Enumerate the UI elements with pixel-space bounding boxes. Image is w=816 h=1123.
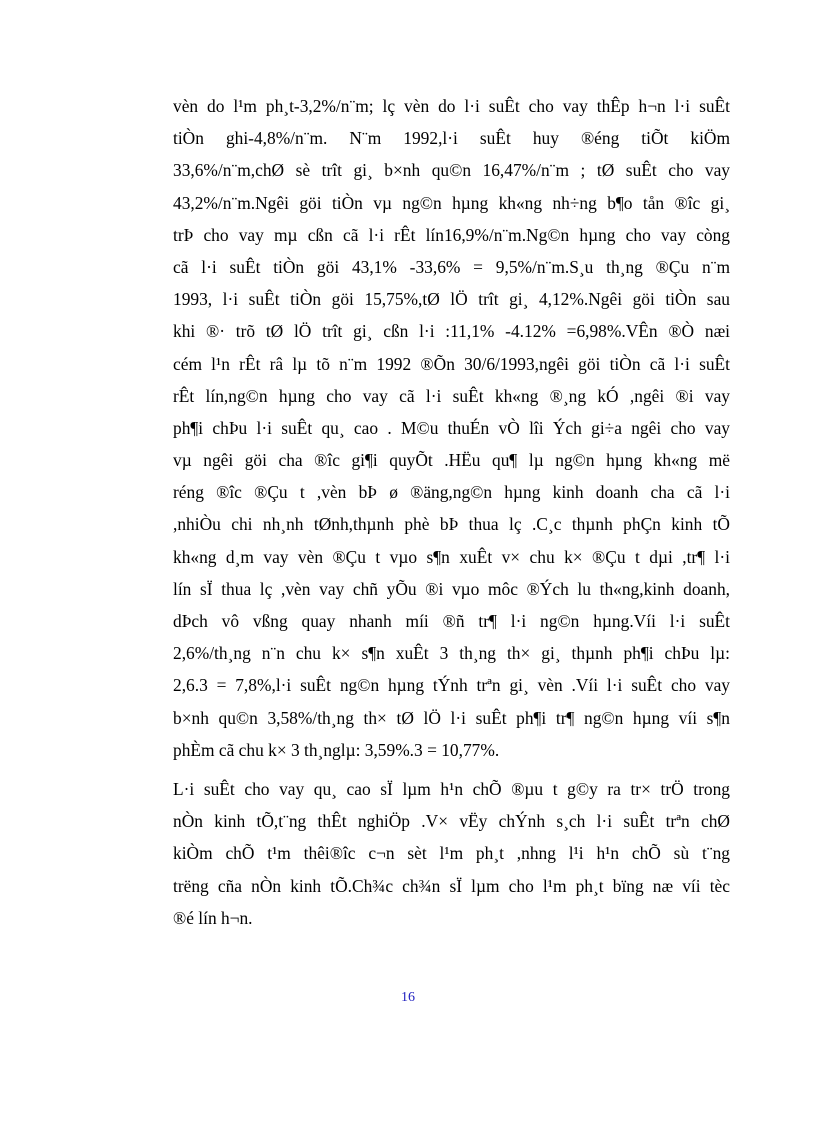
page-number: 16 bbox=[401, 990, 415, 1005]
text-line: 33,6%/n¨m,chØ sè trît gi¸ b×nh qu©n 16,47%/n¨m ; tØ suÊt cho vay bbox=[173, 160, 730, 181]
text-line: trÞ cho vay mµ cßn cã l·i rÊt lín16,9%/n¨m.Ng©n hµng cho vay còng bbox=[173, 224, 730, 245]
text-line: trëng cña nÒn kinh tÕ.Ch¾c ch¾n sÏ lµm cho l¹m ph¸t bïng næ víi tèc bbox=[173, 875, 730, 896]
text-line: L·i suÊt cho vay qu¸ cao sÏ lµm h¹n chÕ ®µu t g©y ra tr× trÖ trong bbox=[173, 779, 730, 799]
text-line: 2,6%/th¸ng n¨n chu k× s¶n xuÊt 3 th¸ng th× gi¸ thµnh ph¶i chÞu lµ: bbox=[173, 643, 730, 664]
text-line: cã l·i suÊt tiÒn göi 43,1% -33,6% = 9,5%/n¨m.S¸u th¸ng ®Çu n¨m bbox=[173, 256, 730, 277]
text-line: nÒn kinh tÕ,t¨ng thÊt nghiÖp .V× vËy chÝnh s¸ch l·i suÊt trªn chØ bbox=[173, 811, 730, 832]
text-line: réng ®îc ®Çu t ,vèn bÞ ø ®äng,ng©n hµng kinh doanh cha cã l·i bbox=[173, 482, 730, 503]
text-line: phÈm cã chu k× 3 th¸nglµ: 3,59%.3 = 10,77%. bbox=[173, 739, 500, 760]
text-line: 2,6.3 = 7,8%,l·i suÊt ng©n hµng tÝnh trªn gi¸ vèn .Víi l·i suÊt cho vay bbox=[173, 675, 730, 696]
text-line: 1993, l·i suÊt tiÒn göi 15,75%,tØ lÖ trît gi¸ 4,12%.Ngêi göi tiÒn sau bbox=[173, 289, 730, 310]
text-line: cém l¹n rÊt râ lµ tõ n¨m 1992 ®Õn 30/6/1993,ngêi göi tiÒn cã l·i suÊt bbox=[173, 353, 730, 374]
body-paragraph bbox=[173, 773, 730, 934]
text-line: kiÒm chÕ t¹m thêi®îc c¬n sèt l¹m ph¸t ,nhng l¹i h¹n chÕ sù t¨ng bbox=[173, 843, 730, 864]
text-line: rÊt lín,ng©n hµng cho vay cã l·i suÊt kh«ng ®¸ng kÓ ,ngêi ®i vay bbox=[173, 385, 730, 406]
text-line: 43,2%/n¨m.Ngêi göi tiÒn vµ ng©n hµng kh«ng nh÷ng b¶o tån ®îc gi¸ bbox=[173, 192, 730, 213]
text-line: kh«ng d¸m vay vèn ®Çu t vµo s¶n xuÊt v× chu k× ®Çu t dµi ,tr¶ l·i bbox=[173, 546, 730, 567]
text-line: b×nh qu©n 3,58%/th¸ng th× tØ lÖ l·i suÊt ph¶i tr¶ ng©n hµng víi s¶n bbox=[173, 707, 730, 728]
text-line: lín sÏ thua lç ,vèn vay chñ yÕu ®i vµo môc ®Ých lu th«ng,kinh doanh, bbox=[173, 578, 730, 599]
text-line: ®é lín h¬n. bbox=[173, 907, 253, 928]
text-line: ph¶i chÞu l·i suÊt qu¸ cao . M©u thuÉn vÒ lîi Ých gi÷a ngêi cho vay bbox=[173, 417, 730, 438]
text-line: vèn do l¹m ph¸t-3,2%/n¨m; lç vèn do l·i suÊt cho vay thÊp h¬n l·i suÊt bbox=[173, 96, 730, 116]
body-paragraph bbox=[173, 90, 730, 766]
text-line: dÞch vô vßng quay nhanh míi ®ñ tr¶ l·i ng©n hµng.Víi l·i suÊt bbox=[173, 611, 730, 631]
text-line: tiÒn ghi-4,8%/n¨m. N¨m 1992,l·i suÊt huy ®éng tiÕt kiÖm bbox=[173, 128, 730, 149]
text-line: ,nhiÒu chi nh¸nh tØnh,thµnh phè bÞ thua lç .C¸c thµnh phÇn kinh tÕ bbox=[173, 514, 730, 535]
text-line: khi ®· trõ tØ lÖ trît gi¸ cßn l·i :11,1% -4.12% =6,98%.VÊn ®Ò næi bbox=[173, 321, 730, 342]
text-line: vµ ngêi göi cha ®îc gi¶i quyÕt .HËu qu¶ lµ ng©n hµng kh«ng më bbox=[173, 450, 730, 471]
